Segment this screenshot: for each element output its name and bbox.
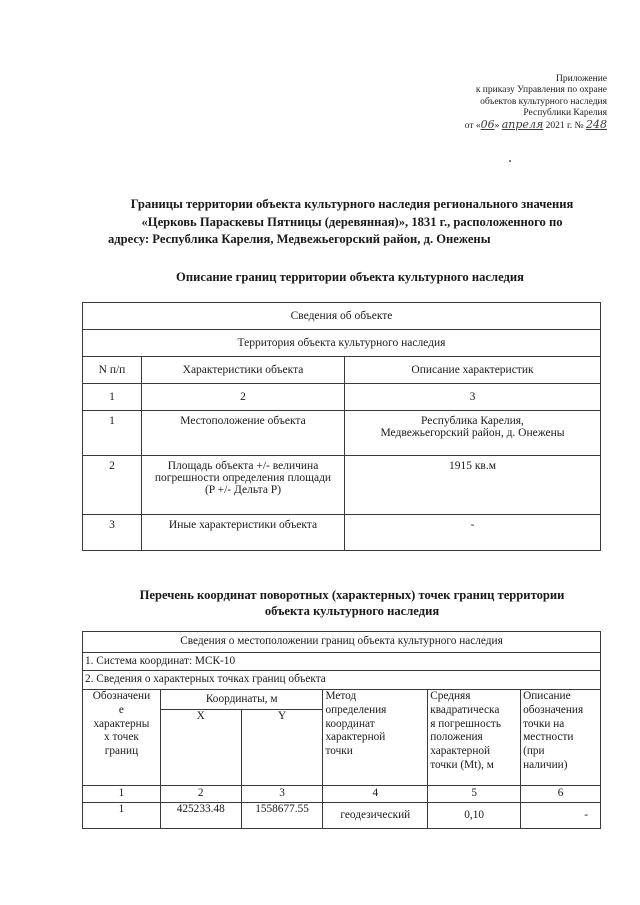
document-title bbox=[82, 196, 622, 249]
title-line-2: «Церковь Параскевы Пятницы (деревянная)», 1831 г., расположенного по bbox=[141, 214, 563, 229]
column-header-description: Описание характеристик bbox=[345, 357, 601, 384]
table-row bbox=[83, 803, 601, 829]
description-line: Медвежьегорский район, д. Онежены bbox=[380, 427, 565, 439]
method-value: геодезический bbox=[323, 803, 428, 829]
handwritten-month: апреля bbox=[501, 118, 544, 132]
col-header-y: Y bbox=[241, 710, 323, 786]
method-line: характерной bbox=[325, 731, 386, 744]
coordinate-system: 1. Система координат: МСК-10 bbox=[83, 653, 601, 671]
designation-line: х точек bbox=[104, 731, 139, 744]
appendix-line-2: к приказу Управления по охране bbox=[475, 85, 607, 96]
table-row bbox=[83, 515, 601, 551]
desc-line: Описание bbox=[523, 690, 571, 702]
coord-column-row bbox=[83, 690, 601, 710]
numbering-cell: 6 bbox=[521, 786, 601, 803]
coordinates-table bbox=[82, 631, 601, 829]
error-line: квадратическа bbox=[430, 703, 500, 716]
col-header-x: X bbox=[160, 710, 241, 786]
appendix-line-3: объектов культурного наследия bbox=[480, 96, 607, 107]
method-line: точки bbox=[325, 745, 353, 758]
col-header-description bbox=[521, 690, 601, 786]
numbering-cell: 2 bbox=[142, 384, 345, 411]
object-table-numbering-row bbox=[83, 384, 601, 411]
characteristic-cell: Иные характеристики объекта bbox=[142, 515, 345, 551]
appendix-line-4: Республики Карелия bbox=[523, 107, 607, 118]
characteristic-line: Площадь объекта +/- величина bbox=[167, 460, 319, 472]
table-row bbox=[83, 411, 601, 456]
error-value: 0,10 bbox=[428, 803, 521, 829]
description-value: - bbox=[521, 803, 601, 829]
points-header: 2. Сведения о характерных точках границ объекта bbox=[83, 671, 601, 690]
handwritten-number: 248 bbox=[586, 118, 607, 132]
error-line: точки (Mt), м bbox=[430, 758, 494, 771]
error-line: Средняя bbox=[430, 690, 471, 702]
section2-title bbox=[82, 587, 622, 619]
coord-header-row bbox=[83, 632, 601, 653]
section1-title: Описание границ территории объекта культурного наследия bbox=[176, 270, 524, 284]
method-line: определения bbox=[325, 703, 387, 716]
description-cell: 1915 кв.м bbox=[345, 456, 601, 515]
error-line: положения bbox=[430, 731, 483, 744]
col-header-designation bbox=[83, 690, 161, 786]
coordinate-x: 425233.48 bbox=[160, 803, 241, 829]
appendix-block bbox=[377, 74, 607, 132]
error-line: характерной bbox=[430, 745, 491, 758]
location-info-header: Сведения о местоположении границ объекта культурного наследия bbox=[83, 632, 601, 653]
row-number: 2 bbox=[83, 456, 142, 515]
numbering-cell: 3 bbox=[345, 384, 601, 411]
method-line: Метод bbox=[325, 690, 357, 702]
table-row bbox=[83, 456, 601, 515]
desc-line: местности bbox=[523, 731, 574, 744]
date-year: 2021 г. № bbox=[543, 121, 586, 132]
coord-numbering-row bbox=[83, 786, 601, 803]
title-line-1: Границы территории объекта культурного наследия регионального значения bbox=[130, 197, 574, 211]
object-table-header-row bbox=[83, 303, 601, 330]
designation-line: границ bbox=[104, 745, 139, 758]
col-header-method bbox=[323, 690, 428, 786]
desc-line: (при bbox=[523, 745, 545, 758]
numbering-cell: 1 bbox=[83, 384, 142, 411]
coordinate-y: 1558677.55 bbox=[241, 803, 323, 829]
characteristic-line: (P +/- Дельта P) bbox=[204, 484, 282, 496]
description-cell: - bbox=[345, 515, 601, 551]
title-line-3: адресу: Республика Карелия, Медвежьегорский район, д. Онежены bbox=[108, 232, 491, 246]
object-info-header: Сведения об объекте bbox=[83, 303, 601, 330]
designation-line: характерны bbox=[93, 717, 150, 730]
characteristic-line: погрешности определения площади bbox=[154, 472, 332, 484]
error-line: я погрешность bbox=[430, 717, 502, 730]
row-number: 1 bbox=[83, 411, 142, 456]
designation-line: Обозначени bbox=[92, 690, 151, 702]
numbering-cell: 3 bbox=[241, 786, 323, 803]
numbering-cell: 1 bbox=[83, 786, 161, 803]
date-prefix: от « bbox=[464, 121, 481, 132]
coord-system-row bbox=[83, 653, 601, 671]
characteristic-cell bbox=[142, 456, 345, 515]
column-header-number: N п/п bbox=[83, 357, 142, 384]
object-table-column-row bbox=[83, 357, 601, 384]
row-number: 3 bbox=[83, 515, 142, 551]
territory-header: Территория объекта культурного наследия bbox=[83, 330, 601, 357]
object-table-subheader-row bbox=[83, 330, 601, 357]
date-mid: » bbox=[494, 121, 502, 132]
col-header-coordinates: Координаты, м bbox=[160, 690, 323, 710]
point-id: 1 bbox=[83, 803, 161, 829]
desc-line: точки на bbox=[523, 717, 565, 730]
appendix-line-1: Приложение bbox=[556, 74, 607, 84]
object-table bbox=[82, 302, 601, 551]
method-line: координат bbox=[325, 717, 375, 730]
designation-line: е bbox=[118, 703, 124, 716]
description-cell bbox=[345, 411, 601, 456]
appendix-date-line bbox=[377, 119, 607, 132]
section2-title-line-2: объекта культурного наследия bbox=[264, 604, 440, 618]
column-header-characteristic: Характеристики объекта bbox=[142, 357, 345, 384]
description-line: Республика Карелия, bbox=[421, 415, 524, 427]
numbering-cell: 4 bbox=[323, 786, 428, 803]
characteristic-cell: Местоположение объекта bbox=[142, 411, 345, 456]
numbering-cell: 2 bbox=[160, 786, 241, 803]
numbering-cell: 5 bbox=[428, 786, 521, 803]
section2-title-line-1: Перечень координат поворотных (характерных) точек границ территории bbox=[139, 588, 565, 602]
desc-line: обозначения bbox=[523, 703, 584, 716]
desc-line: наличии) bbox=[523, 758, 568, 771]
scan-speck bbox=[509, 160, 511, 162]
points-header-row bbox=[83, 671, 601, 690]
handwritten-day: 06 bbox=[480, 118, 495, 132]
col-header-error bbox=[428, 690, 521, 786]
